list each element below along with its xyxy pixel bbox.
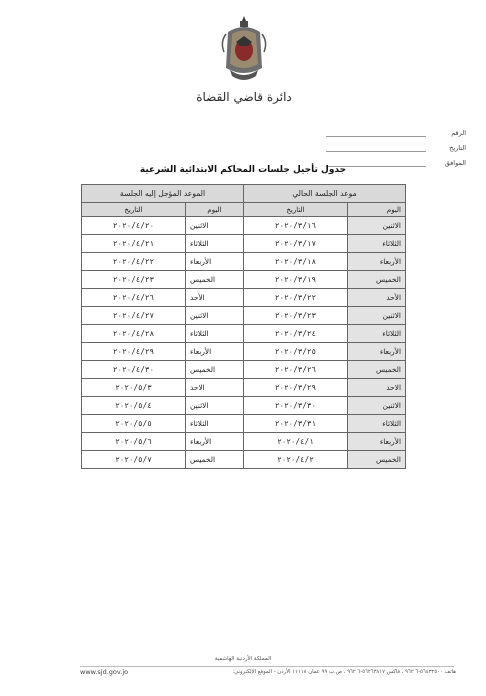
table-body xyxy=(82,217,406,469)
new-date-cell: ٢٠٢٠/٤/٢٨ xyxy=(82,325,186,343)
footer-contact: هاتف ٥٦٤٣٢٥٠٠-٦ ٩٦٢ ، فاكس ٥٦٢٦٣٨١٧-٦ ٩٦٢ ، ص.ب ٩٩ عمان ١١١١٨ الأردن - الموقع الإلكتروني: xyxy=(232,669,456,675)
table-row xyxy=(82,325,406,343)
table-row xyxy=(82,289,406,307)
table-row xyxy=(82,235,406,253)
current-day-cell: الاحد xyxy=(348,379,406,397)
ref-line-date xyxy=(326,142,426,152)
current-day-cell: الخميس xyxy=(348,361,406,379)
current-day-cell: الأربعاء xyxy=(348,253,406,271)
header-current-day: اليوم xyxy=(348,203,406,217)
table-row xyxy=(82,397,406,415)
new-day-cell: الثلاثاء xyxy=(186,415,244,433)
new-day-cell: الأربعاء xyxy=(186,343,244,361)
table-row xyxy=(82,307,406,325)
new-date-cell: ٢٠٢٠/٤/٢١ xyxy=(82,235,186,253)
ref-field-number xyxy=(326,122,466,137)
current-day-cell: الاثنين xyxy=(348,307,406,325)
new-day-cell: الخميس xyxy=(186,451,244,469)
new-date-cell: ٢٠٢٠/٤/٢٧ xyxy=(82,307,186,325)
jordan-coat-of-arms-icon xyxy=(218,12,270,88)
current-day-cell: الثلاثاء xyxy=(348,235,406,253)
current-day-cell: الأربعاء xyxy=(348,433,406,451)
header-new-day: اليوم xyxy=(186,203,244,217)
new-date-cell: ٢٠٢٠/٥/٥ xyxy=(82,415,186,433)
current-date-cell: ٢٠٢٠/٣/١٧ xyxy=(244,235,348,253)
current-date-cell: ٢٠٢٠/٣/٢٤ xyxy=(244,325,348,343)
header-new-date: التاريخ xyxy=(82,203,186,217)
new-day-cell: الاثنين xyxy=(186,217,244,235)
table-row xyxy=(82,253,406,271)
ref-label-number: الرقم xyxy=(451,129,466,137)
reference-fields xyxy=(326,122,466,167)
current-date-cell: ٢٠٢٠/٣/٣١ xyxy=(244,415,348,433)
new-date-cell: ٢٠٢٠/٤/٢٣ xyxy=(82,271,186,289)
new-day-cell: الثلاثاء xyxy=(186,325,244,343)
new-date-cell: ٢٠٢٠/٤/٣٠ xyxy=(82,361,186,379)
table-row xyxy=(82,361,406,379)
new-date-cell: ٢٠٢٠/٥/٧ xyxy=(82,451,186,469)
current-date-cell: ٢٠٢٠/٣/١٦ xyxy=(244,217,348,235)
footer-divider xyxy=(80,666,454,667)
ref-label-date: التاريخ xyxy=(449,144,466,152)
new-date-cell: ٢٠٢٠/٤/٢٠ xyxy=(82,217,186,235)
new-day-cell: الاحد xyxy=(186,379,244,397)
current-day-cell: الأربعاء xyxy=(348,343,406,361)
new-date-cell: ٢٠٢٠/٥/٣ xyxy=(82,379,186,397)
new-day-cell: الأربعاء xyxy=(186,433,244,451)
current-day-cell: الاثنين xyxy=(348,397,406,415)
current-date-cell: ٢٠٢٠/٤/١ xyxy=(244,433,348,451)
new-date-cell: ٢٠٢٠/٤/٢٩ xyxy=(82,343,186,361)
table-row xyxy=(82,217,406,235)
current-day-cell: الخميس xyxy=(348,451,406,469)
header-current-date: التاريخ xyxy=(244,203,348,217)
table-row xyxy=(82,433,406,451)
new-date-cell: ٢٠٢٠/٥/٦ xyxy=(82,433,186,451)
new-day-cell: الثلاثاء xyxy=(186,235,244,253)
current-date-cell: ٢٠٢٠/٣/١٨ xyxy=(244,253,348,271)
table-row xyxy=(82,415,406,433)
current-date-cell: ٢٠٢٠/٤/٢ xyxy=(244,451,348,469)
new-day-cell: الأحد xyxy=(186,289,244,307)
current-day-cell: الثلاثاء xyxy=(348,325,406,343)
department-name: دائرة قاضي القضاة xyxy=(196,90,292,104)
current-date-cell: ٢٠٢٠/٣/٢٣ xyxy=(244,307,348,325)
new-day-cell: الاثنين xyxy=(186,307,244,325)
current-day-cell: الاثنين xyxy=(348,217,406,235)
table-row xyxy=(82,379,406,397)
new-day-cell: الخميس xyxy=(186,271,244,289)
new-day-cell: الأربعاء xyxy=(186,253,244,271)
ref-label-corresponding: الموافق xyxy=(444,159,466,167)
current-day-cell: الخميس xyxy=(348,271,406,289)
footer-website: www.sjd.gov.jo xyxy=(80,668,129,676)
new-day-cell: الاثنين xyxy=(186,397,244,415)
current-day-cell: الأحد xyxy=(348,289,406,307)
header-current-session: موعد الجلسة الحالي xyxy=(244,185,406,203)
header-postponed-session: الموعد المؤجل إليه الجلسة xyxy=(82,185,244,203)
ref-field-date xyxy=(326,137,466,152)
postponement-table xyxy=(81,184,406,469)
new-date-cell: ٢٠٢٠/٤/٢٢ xyxy=(82,253,186,271)
table-row xyxy=(82,451,406,469)
footer-org: المملكة الأردنية الهاشمية xyxy=(214,656,272,662)
current-day-cell: الثلاثاء xyxy=(348,415,406,433)
current-date-cell: ٢٠٢٠/٣/٢٦ xyxy=(244,361,348,379)
current-date-cell: ٢٠٢٠/٣/٢٩ xyxy=(244,379,348,397)
table-row xyxy=(82,271,406,289)
new-date-cell: ٢٠٢٠/٤/٢٦ xyxy=(82,289,186,307)
ref-line-number xyxy=(326,127,426,137)
current-date-cell: ٢٠٢٠/٣/٢٢ xyxy=(244,289,348,307)
current-date-cell: ٢٠٢٠/٣/٣٠ xyxy=(244,397,348,415)
table-row xyxy=(82,343,406,361)
current-date-cell: ٢٠٢٠/٣/١٩ xyxy=(244,271,348,289)
new-day-cell: الخميس xyxy=(186,361,244,379)
new-date-cell: ٢٠٢٠/٥/٤ xyxy=(82,397,186,415)
current-date-cell: ٢٠٢٠/٣/٢٥ xyxy=(244,343,348,361)
document-title: جدول تأجيل جلسات المحاكم الابتدائية الشرعية xyxy=(139,165,347,175)
